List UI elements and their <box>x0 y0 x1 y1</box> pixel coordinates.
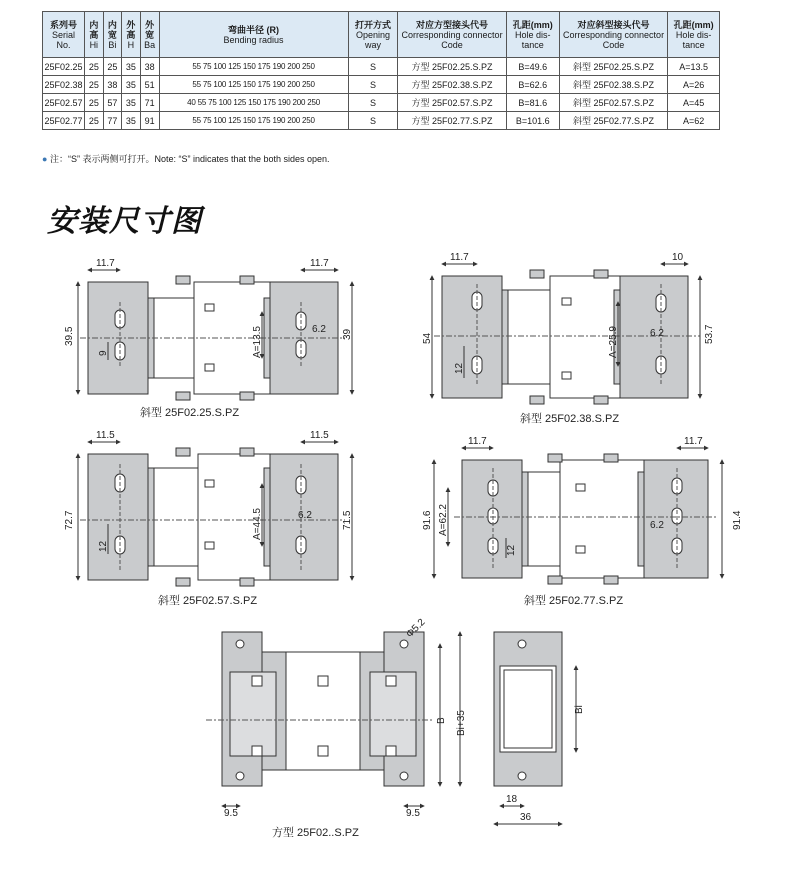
header-cell <box>122 12 141 58</box>
table-cell: 55 75 100 125 150 175 190 200 250 <box>159 112 348 130</box>
table-cell: 方型 25F02.77.S.PZ <box>398 112 506 130</box>
table-cell: 51 <box>140 76 159 94</box>
header-en: Corresponding connector Code <box>401 29 503 50</box>
fig5-left-dim: 9.5 <box>224 808 238 819</box>
header-cell <box>668 12 720 58</box>
fig2-hole-dim: 6.2 <box>650 328 664 339</box>
fig3-width-right: 11.5 <box>310 430 329 441</box>
table-cell: B=62.6 <box>506 76 559 94</box>
table-cell: 35 <box>122 94 141 112</box>
table-cell: 77 <box>103 112 122 130</box>
fig4-a-dim: A=62.2 <box>438 504 449 536</box>
header-cn: 对应斜型接头代号 <box>577 19 650 30</box>
fig3-height-right: 71.5 <box>342 510 353 530</box>
fig2-width-right: 10 <box>672 252 684 263</box>
table-cell: B=101.6 <box>506 112 559 130</box>
table-row <box>43 76 720 94</box>
fig4-height-left: 91.6 <box>422 510 433 530</box>
header-cell <box>506 12 559 58</box>
table-cell: S <box>348 76 398 94</box>
fig1-label: 斜型 25F02.25.S.PZ <box>140 407 240 419</box>
header-cell <box>85 12 104 58</box>
fig3-height-left: 72.7 <box>64 510 75 530</box>
table-row <box>43 94 720 112</box>
fig1-height-right: 39 <box>342 328 353 340</box>
table-cell: 斜型 25F02.57.S.PZ <box>559 94 667 112</box>
fig1-height-left: 39.5 <box>64 326 75 346</box>
fig2-height-right: 53.7 <box>704 324 715 344</box>
table-cell: 25 <box>85 76 104 94</box>
fig5-dia-dim: Φ5.2 <box>404 616 428 641</box>
header-cn: 外宽 <box>145 19 155 40</box>
header-cn: 内宽 <box>107 19 117 40</box>
fig3-label: 斜型 25F02.57.S.PZ <box>158 595 258 607</box>
fig1-hole-dim: 6.2 <box>312 324 326 335</box>
table-cell: 斜型 25F02.38.S.PZ <box>559 76 667 94</box>
fig4-pitch-dim: 12 <box>506 544 517 556</box>
note-text <box>42 152 330 165</box>
fig6-bi-dim: Bi <box>574 705 585 714</box>
figure-3 <box>64 430 353 607</box>
table-cell: 25 <box>85 94 104 112</box>
table-cell: 25F02.38 <box>43 76 85 94</box>
table-row <box>43 58 720 76</box>
table-cell: S <box>348 112 398 130</box>
table-cell: S <box>348 94 398 112</box>
header-en: Corresponding connector Code <box>563 29 665 50</box>
header-cn: 孔距(mm) <box>512 19 553 30</box>
table-row <box>43 112 720 130</box>
table-cell: A=13.5 <box>668 58 720 76</box>
fig2-width-left: 11.7 <box>450 252 469 263</box>
table-cell: 38 <box>140 58 159 76</box>
header-cell <box>559 12 667 58</box>
header-en: Bi <box>108 39 117 50</box>
table-cell: A=26 <box>668 76 720 94</box>
table-cell: 25 <box>85 112 104 130</box>
header-en: H <box>127 39 135 50</box>
table-cell: 91 <box>140 112 159 130</box>
fig5-right-dim: 9.5 <box>406 808 420 819</box>
header-en: Bending radius <box>223 34 284 45</box>
table-cell: 38 <box>103 76 122 94</box>
table-cell: 35 <box>122 112 141 130</box>
spec-table <box>42 11 720 130</box>
header-cell <box>159 12 348 58</box>
table-cell: 55 75 100 125 150 175 190 200 250 <box>159 58 348 76</box>
table-cell: 40 55 75 100 125 150 175 190 200 250 <box>159 94 348 112</box>
figure-2 <box>422 252 715 425</box>
fig4-width-right: 11.7 <box>684 436 703 447</box>
fig1-width-right: 11.7 <box>310 258 329 269</box>
fig1-a-dim: A=13.5 <box>252 326 263 358</box>
table-cell: 57 <box>103 94 122 112</box>
fig1-pitch-dim: 9 <box>98 350 109 356</box>
header-en: Hole dis-tance <box>675 29 712 50</box>
header-cell <box>348 12 398 58</box>
note-label: 注：“S” 表示两侧可打开。Note: “S” indicates that the both sides open. <box>49 154 330 164</box>
bullet-icon: ● <box>42 154 48 164</box>
table-cell: 斜型 25F02.25.S.PZ <box>559 58 667 76</box>
table-cell: 25F02.77 <box>43 112 85 130</box>
header-cn: 打开方式 <box>354 19 391 30</box>
header-cn: 弯曲半径 (R) <box>228 24 280 35</box>
header-cn: 系列号 <box>50 19 78 30</box>
table-cell: 55 75 100 125 150 175 190 200 250 <box>159 76 348 94</box>
fig3-hole-dim: 6.2 <box>298 510 312 521</box>
table-cell: 方型 25F02.38.S.PZ <box>398 76 506 94</box>
table-cell: B=49.6 <box>506 58 559 76</box>
fig1-width-left: 11.7 <box>96 258 115 269</box>
header-cn: 孔距(mm) <box>673 19 714 30</box>
fig3-pitch-dim: 12 <box>98 540 109 552</box>
page-heading: 安装尺寸图 <box>47 205 202 238</box>
header-cell <box>398 12 506 58</box>
fig2-a-dim: A=25.9 <box>608 326 619 358</box>
header-en: Serial No. <box>52 29 76 50</box>
table-body <box>43 58 720 130</box>
fig4-width-left: 11.7 <box>468 436 487 447</box>
fig5-label: 方型 25F02..S.PZ <box>272 827 359 839</box>
fig5-b-dim: B <box>436 717 447 724</box>
fig2-height-left: 54 <box>422 332 433 344</box>
fig2-pitch-dim: 12 <box>454 362 465 374</box>
header-en: Ba <box>144 39 156 50</box>
header-en: Hi <box>89 39 99 50</box>
figure-1 <box>64 258 353 419</box>
table-header-row <box>43 12 720 58</box>
table-cell: 35 <box>122 58 141 76</box>
installation-drawings <box>0 240 790 879</box>
fig3-a-dim: A=44.5 <box>252 508 263 540</box>
header-cell <box>103 12 122 58</box>
figure-4 <box>422 436 743 607</box>
header-cell <box>140 12 159 58</box>
table-cell: A=45 <box>668 94 720 112</box>
fig4-label: 斜型 25F02.77.S.PZ <box>524 595 624 607</box>
header-cell <box>43 12 85 58</box>
table-cell: B=81.6 <box>506 94 559 112</box>
table-cell: 方型 25F02.57.S.PZ <box>398 94 506 112</box>
table-cell: 25F02.25 <box>43 58 85 76</box>
header-en: Hole dis-tance <box>515 29 551 50</box>
fig4-hole-dim: 6.2 <box>650 520 664 531</box>
table-cell: S <box>348 58 398 76</box>
table-cell: 71 <box>140 94 159 112</box>
fig2-label: 斜型 25F02.38.S.PZ <box>520 413 620 425</box>
table-cell: 35 <box>122 76 141 94</box>
figure-6 <box>494 632 585 824</box>
table-cell: 25F02.57 <box>43 94 85 112</box>
fig5-bi35-dim: Bi+35 <box>456 710 467 736</box>
table-cell: A=62 <box>668 112 720 130</box>
header-cn: 内高 <box>89 19 99 40</box>
header-cn: 外高 <box>126 19 136 40</box>
table-cell: 25 <box>103 58 122 76</box>
table-cell: 斜型 25F02.77.S.PZ <box>559 112 667 130</box>
header-en: Opening way <box>355 29 390 50</box>
table-cell: 方型 25F02.25.S.PZ <box>398 58 506 76</box>
header-cn: 对应方型接头代号 <box>416 19 489 30</box>
fig4-height-right: 91.4 <box>732 510 743 530</box>
fig3-width-left: 11.5 <box>96 430 115 441</box>
figure-5 <box>206 617 467 839</box>
fig6-36-dim: 36 <box>520 812 532 823</box>
fig6-18-dim: 18 <box>506 794 518 805</box>
table-cell: 25 <box>85 58 104 76</box>
